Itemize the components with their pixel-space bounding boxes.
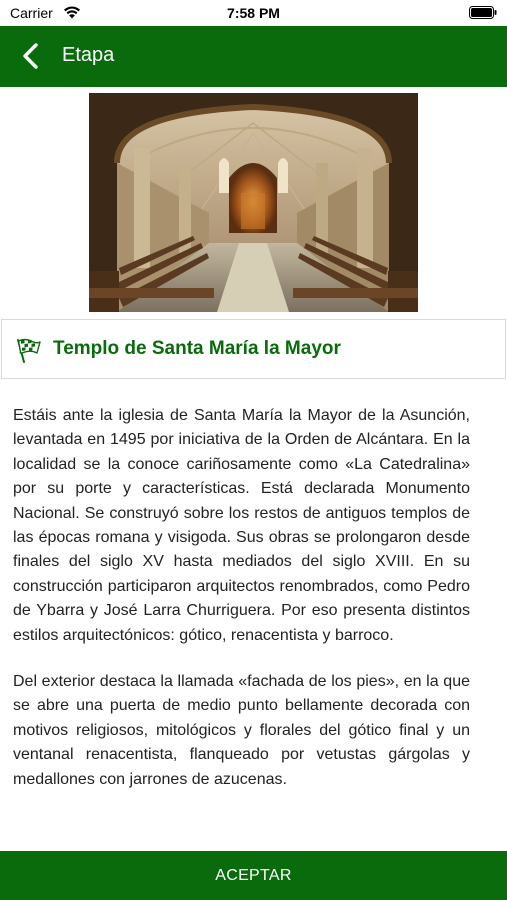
scroll-content[interactable] <box>0 87 507 851</box>
description-paragraph: Estáis ante la iglesia de Santa María la Mayor de la Asunción, levantada en 1495 por iniciativa de la Orden de Alcántara. En la localidad se la conoce cariñosamente como «La Catedralina» por su porte y características. Está declarada Monumento Nacional. Se construyó sobre los restos de antiguos templos de las épocas romana y visigoda. Sus obras se prolongaron desde finales del siglo XV hasta mediados del siglo XVIII. En su construcción participaron arquitectos renombrados, como Pedro de Ybarra y José Larra Churriguera. Por eso presenta distintos estilos arquitectónicos: gótico, renacentista y barroco. <box>13 407 470 644</box>
accept-button[interactable]: ACEPTAR <box>0 851 507 900</box>
stage-description <box>13 404 470 814</box>
status-bar <box>0 0 507 26</box>
description-paragraph: Del exterior destaca la llamada «fachada de los pies», en la que se abre una puerta de medio punto bellamente decorada con motivos religiosos, mitológicos y florales del gótico final y un ventanal renacentista, flanqueado por vetustas gárgolas y medallones con jarrones de azucenas. <box>13 673 470 788</box>
navigation-bar <box>0 26 507 87</box>
church-interior-photo <box>89 93 418 312</box>
chevron-left-icon[interactable] <box>20 42 44 70</box>
carrier-label: Carrier <box>10 5 53 21</box>
page-title: Etapa <box>62 44 115 66</box>
stage-title: Templo de Santa María la Mayor <box>53 338 341 359</box>
battery-full-icon <box>469 6 497 19</box>
status-time: 7:58 PM <box>227 5 280 21</box>
checkered-flag-icon <box>14 336 42 364</box>
stage-title-card <box>1 319 506 379</box>
